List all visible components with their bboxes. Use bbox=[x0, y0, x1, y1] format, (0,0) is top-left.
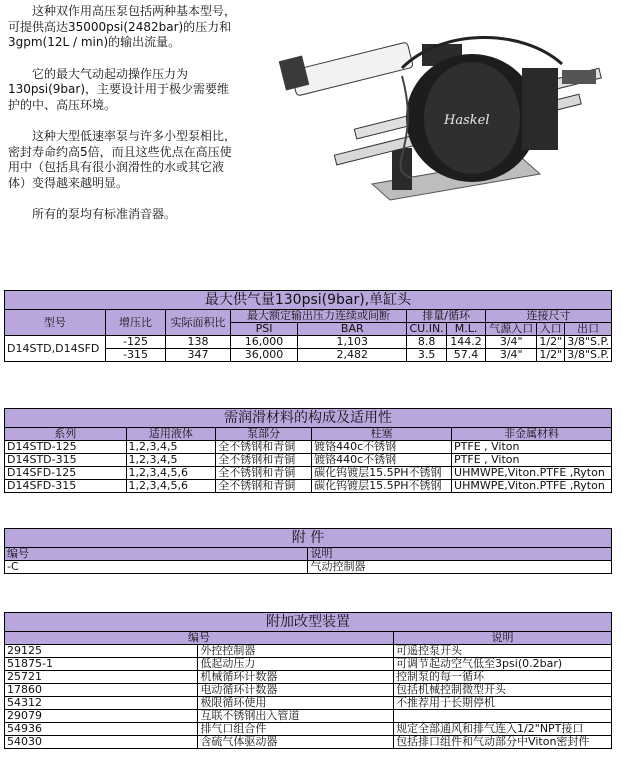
table-row bbox=[5, 561, 612, 574]
cuin-cell: 8.8 bbox=[407, 336, 447, 349]
code-cell: 54936 bbox=[5, 723, 198, 736]
materials-title: 需润滑材料的构成及适用性 bbox=[5, 409, 612, 428]
code-cell: 54030 bbox=[5, 736, 198, 749]
plunger-cell: 镀铬440c不锈钢 bbox=[312, 441, 452, 454]
cuin-cell: 3.5 bbox=[407, 349, 447, 362]
pump-part-cell: 全不锈钢和青铜 bbox=[216, 441, 312, 454]
code-cell: 25721 bbox=[5, 671, 198, 684]
code-cell: 17860 bbox=[5, 684, 198, 697]
series-cell: D14SFD-125 bbox=[5, 467, 127, 480]
psi-cell: 36,000 bbox=[230, 349, 298, 362]
area-cell: 138 bbox=[166, 336, 230, 349]
series-cell: D14SFD-315 bbox=[5, 480, 127, 493]
header-fluid: 适用液体 bbox=[126, 428, 216, 441]
desc-cell: 包括机械控制微型开头 bbox=[394, 684, 612, 697]
desc-cell: 规定全部通风和排气连入1/2"NPT接口 bbox=[394, 723, 612, 736]
code-cell: -C bbox=[5, 561, 308, 574]
table-row bbox=[5, 736, 612, 749]
desc-cell: 控制泵的每一循环 bbox=[394, 671, 612, 684]
air-cell: 3/4" bbox=[486, 349, 537, 362]
spec-table bbox=[4, 290, 612, 362]
in-cell: 1/2" bbox=[537, 349, 565, 362]
header-psi: PSI bbox=[230, 323, 298, 336]
header-series: 系列 bbox=[5, 428, 127, 441]
header-cuin: CU.IN. bbox=[407, 323, 447, 336]
plunger-cell: 碳化钨镀层15.5PH不锈钢 bbox=[312, 467, 452, 480]
table-row bbox=[5, 336, 612, 349]
name-cell: 外控控制器 bbox=[198, 645, 394, 658]
air-cell: 3/4" bbox=[486, 336, 537, 349]
out-cell: 3/8"S.P. bbox=[565, 336, 612, 349]
header-ml: M.L. bbox=[446, 323, 485, 336]
header-conn: 连接尺寸 bbox=[486, 310, 612, 323]
desc-cell: 可调节起动空气低至3psi(0.2bar) bbox=[394, 658, 612, 671]
code-cell: 51875-1 bbox=[5, 658, 198, 671]
ml-cell: 144.2 bbox=[446, 336, 485, 349]
code-cell: 54312 bbox=[5, 697, 198, 710]
header-desc: 说明 bbox=[394, 632, 612, 645]
table-row bbox=[5, 467, 612, 480]
in-cell: 1/2" bbox=[537, 336, 565, 349]
pump-part-cell: 全不锈钢和青铜 bbox=[216, 454, 312, 467]
code-cell: 29125 bbox=[5, 645, 198, 658]
desc-cell: 包括排口组件和气动部分中Viton密封件 bbox=[394, 736, 612, 749]
bar-cell: 1,103 bbox=[298, 336, 407, 349]
name-cell: 低起动压力 bbox=[198, 658, 394, 671]
pump-part-cell: 全不锈钢和青铜 bbox=[216, 467, 312, 480]
header-ratio: 增压比 bbox=[105, 310, 165, 336]
table-row bbox=[5, 645, 612, 658]
table-row bbox=[5, 454, 612, 467]
header-in: 入口 bbox=[537, 323, 565, 336]
name-cell: 极限循环使用 bbox=[198, 697, 394, 710]
header-nonmetal: 非金属材料 bbox=[452, 428, 612, 441]
ratio-cell: -125 bbox=[105, 336, 165, 349]
materials-table bbox=[4, 408, 612, 493]
header-desc: 说明 bbox=[308, 548, 612, 561]
options-title: 附加改型装置 bbox=[5, 613, 612, 632]
nonmetal-cell: UHMWPE,Viton.PTFE ,Ryton bbox=[452, 480, 612, 493]
intro-paragraph-2: 它的最大气动起动操作压力为130psi(9bar)，主要设计用于极少需要维护的中、高压环境。 bbox=[8, 66, 230, 112]
table-row bbox=[5, 658, 612, 671]
name-cell: 电动循环计数器 bbox=[198, 684, 394, 697]
table-row bbox=[5, 697, 612, 710]
table-row bbox=[5, 684, 612, 697]
psi-cell: 16,000 bbox=[230, 336, 298, 349]
spec-title: 最大供气量130psi(9bar),单缸头 bbox=[5, 291, 612, 310]
fluid-cell: 1,2,3,4,5 bbox=[126, 454, 216, 467]
header-area: 实际面积比 bbox=[166, 310, 230, 336]
name-cell: 互联不锈钢出入管道 bbox=[198, 710, 394, 723]
header-output: 最大额定输出压力连续或间断 bbox=[230, 310, 406, 323]
accessories-title: 附 件 bbox=[5, 529, 612, 548]
desc-cell: 可遥控泵开头 bbox=[394, 645, 612, 658]
fluid-cell: 1,2,3,4,5,6 bbox=[126, 480, 216, 493]
fluid-cell: 1,2,3,4,5 bbox=[126, 441, 216, 454]
nonmetal-cell: PTFE , Viton bbox=[452, 454, 612, 467]
intro-paragraph-1: 这种双作用高压泵包括两种基本型号，可提供高达35000psi(2482bar)的压力和3gpm(12L / min)的输出流量。 bbox=[8, 4, 237, 49]
ratio-cell: -315 bbox=[105, 349, 165, 362]
desc-cell bbox=[394, 710, 612, 723]
plunger-cell: 镀铬440c不锈钢 bbox=[312, 454, 452, 467]
header-model: 型号 bbox=[5, 310, 106, 336]
header-code: 编号 bbox=[5, 632, 394, 645]
header-pump-part: 泵部分 bbox=[216, 428, 312, 441]
header-out: 出口 bbox=[565, 323, 612, 336]
code-cell: 29079 bbox=[5, 710, 198, 723]
intro-paragraph-4: 所有的泵均有标准消音器。 bbox=[32, 207, 177, 221]
accessories-table bbox=[4, 528, 612, 574]
header-plunger: 柱塞 bbox=[312, 428, 452, 441]
plunger-cell: 碳化钨镀层15.5PH不锈钢 bbox=[312, 480, 452, 493]
table-row bbox=[5, 671, 612, 684]
intro-text bbox=[8, 4, 240, 239]
bar-cell: 2,482 bbox=[298, 349, 407, 362]
series-cell: D14STD-315 bbox=[5, 454, 127, 467]
table-row bbox=[5, 480, 612, 493]
table-row bbox=[5, 441, 612, 454]
pump-part-cell: 全不锈钢和青铜 bbox=[216, 480, 312, 493]
ml-cell: 57.4 bbox=[446, 349, 485, 362]
header-code: 编号 bbox=[5, 548, 308, 561]
table-row bbox=[5, 710, 612, 723]
series-cell: D14STD-125 bbox=[5, 441, 127, 454]
desc-cell: 气动控制器 bbox=[308, 561, 612, 574]
table-row bbox=[5, 723, 612, 736]
haskel-logo: Haskel bbox=[444, 113, 490, 128]
model-cell: D14STD,D14SFD bbox=[5, 336, 106, 362]
header-air: 气源入口 bbox=[486, 323, 537, 336]
header-bar: BAR bbox=[298, 323, 407, 336]
name-cell: 排气口组合件 bbox=[198, 723, 394, 736]
nonmetal-cell: PTFE , Viton bbox=[452, 441, 612, 454]
pump-photo bbox=[272, 8, 612, 204]
out-cell: 3/8"S.P. bbox=[565, 349, 612, 362]
options-table bbox=[4, 612, 612, 749]
name-cell: 含硫气体驱动器 bbox=[198, 736, 394, 749]
fluid-cell: 1,2,3,4,5,6 bbox=[126, 467, 216, 480]
intro-paragraph-3: 这种大型低速率泵与许多小型泵相比，密封寿命约高5倍，而且这些优点在高压使用中（包括具有很小润滑性的水或其它液体）变得越来越明显。 bbox=[8, 129, 237, 190]
header-disp: 排量/循环 bbox=[407, 310, 486, 323]
desc-cell: 不推荐用于长期停机 bbox=[394, 697, 612, 710]
name-cell: 机械循环计数器 bbox=[198, 671, 394, 684]
nonmetal-cell: UHMWPE,Viton.PTFE ,Ryton bbox=[452, 467, 612, 480]
area-cell: 347 bbox=[166, 349, 230, 362]
